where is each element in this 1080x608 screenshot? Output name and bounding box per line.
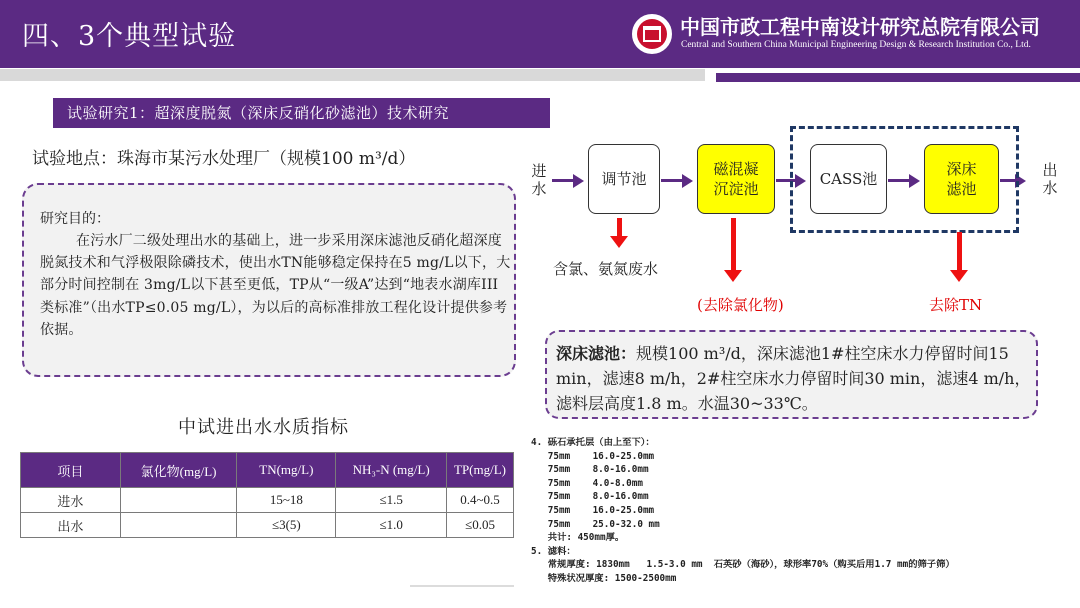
table-cell: ≤1.0 (336, 513, 447, 538)
flow-outlet-label: 出水 (1042, 161, 1058, 197)
spec-line: 4. 砾石承托层（由上至下）： (531, 437, 655, 448)
header-divider-purple (716, 73, 1080, 82)
arrow-down-icon (950, 270, 968, 282)
spec-line: 75mm 4.0-8.0mm (531, 477, 643, 489)
table-cell: 0.4~0.5 (447, 488, 514, 513)
table-title: 中试进出水水质指标 (178, 417, 349, 438)
process-box-magnetic-coagulation (697, 144, 775, 214)
table-cell: ≤3(5) (237, 513, 336, 538)
arrow-down-icon (724, 270, 742, 282)
org-name-en: Central and Southern China Municipal Engineering Design & Research Institution Co., Ltd. (681, 40, 1031, 50)
divider-line (410, 585, 514, 587)
spec-line: 常规厚度: 1830mm 1.5-3.0 mm 石英砂（海砂），球形率70%（购买后用1.7 mm的筛子筛） (531, 559, 955, 571)
arrow-right-icon (573, 174, 584, 188)
deep-bed-label: 深床滤池： (556, 344, 637, 363)
col-header-item: 项目 (21, 453, 121, 488)
table-cell (120, 513, 237, 538)
tn-removal-annotation: 去除TN (929, 296, 983, 314)
table-cell: ≤1.5 (336, 488, 447, 513)
removal-arrow-shaft (731, 218, 736, 272)
spec-line: 75mm 16.0-25.0mm (531, 450, 655, 462)
process-box-label: 磁混凝 (713, 160, 759, 178)
chloride-removal-annotation: (去除氯化物) (697, 296, 784, 314)
deep-bed-description-box (545, 330, 1038, 419)
deep-denitrification-frame (790, 126, 1019, 233)
table-cell (120, 488, 237, 513)
spec-line: 75mm 16.0-25.0mm (531, 504, 655, 516)
test-location: 试验地点：珠海市某污水处理厂（规模100 m³/d） (32, 149, 416, 169)
header-bar (0, 0, 1080, 68)
table-row (21, 488, 514, 513)
org-name-cn: 中国市政工程中南设计研究总院有限公司 (680, 15, 1040, 39)
company-logo-icon (632, 14, 672, 54)
col-header-chloride: 氯化物(mg/L) (120, 453, 237, 488)
flow-inlet-label: 进水 (531, 162, 547, 198)
col-header-nh3n: NH₃-N (mg/L) (336, 453, 447, 488)
process-box-label: CASS池 (819, 170, 878, 188)
col-header-tn: TN(mg/L) (237, 453, 336, 488)
discharge-arrow-shaft (617, 218, 622, 238)
purpose-body: 在污水厂二级处理出水的基础上，进一步采用深床滤池反硝化超深度脱氮技术和气浮极限除磷技术，使出水TN能够稳定保持在5 mg/L以下，大部分时间控制在 3mg/L以下甚至更低，TP从“一级A”达到“地表水湖库III类标准”（出水TP≤0.05 mg/L），为以后的高标准排放工程化设计提供参考依据。 (40, 233, 511, 338)
water-quality-table (20, 452, 514, 538)
wastewater-annotation: 含氯、氨氮废水 (553, 260, 659, 278)
flow-connector (552, 179, 574, 182)
spec-line: 75mm 8.0-16.0mm (531, 491, 649, 503)
table-cell: 出水 (21, 513, 121, 538)
spec-line: 75mm 8.0-16.0mm (531, 464, 649, 476)
arrow-right-icon (682, 174, 693, 188)
spec-line: 75mm 25.0-32.0 mm (531, 518, 660, 530)
col-header-tp: TP(mg/L) (447, 453, 514, 488)
filter-spec (531, 436, 1051, 586)
spec-line: 特殊状况厚度: 1500-2500mm (531, 572, 677, 584)
purpose-heading: 研究目的： (40, 211, 110, 227)
spec-line: 5. 滤料： (531, 545, 576, 557)
table-header-row (21, 453, 514, 488)
slide-title: 四、3个典型试验 (22, 21, 237, 52)
table-cell: 15~18 (237, 488, 336, 513)
deep-bed-text: 规模100 m³/d，深床滤池1#柱空床水力停留时间15 min，滤速8 m/h，2#柱空床水力停留时间30 min，滤速4 m/h，滤料层高度1.8 m。水温30~33℃。 (556, 344, 1031, 413)
table-cell: 进水 (21, 488, 121, 513)
spec-line: 共计: 450mm厚。 (531, 532, 625, 544)
table-row (21, 513, 514, 538)
purpose-box (22, 183, 516, 377)
flow-connector (661, 179, 683, 182)
arrow-down-icon (610, 236, 628, 248)
table-cell: ≤0.05 (447, 513, 514, 538)
process-box-label: 调节池 (601, 170, 647, 188)
study-title: 试验研究1：超深度脱氮（深床反硝化砂滤池）技术研究 (53, 98, 550, 128)
tn-removal-arrow-shaft (957, 232, 962, 272)
header-divider-gray (0, 69, 705, 81)
process-box-label: 深床 (946, 160, 977, 178)
deep-bed-description (556, 341, 1036, 416)
process-box-label: 滤池 (946, 180, 977, 198)
process-box-label: 沉淀池 (713, 180, 759, 198)
process-box-equalization (588, 144, 660, 214)
